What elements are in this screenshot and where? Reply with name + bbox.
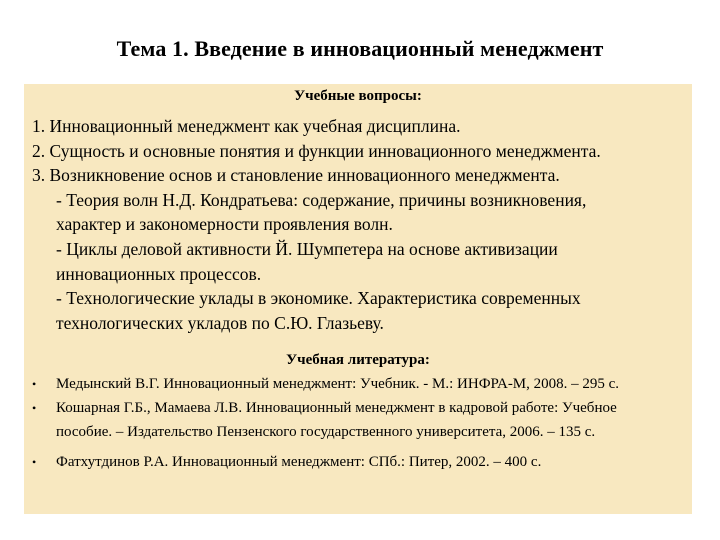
question-sub-item-continuation: характер и закономерности проявления волн.: [56, 214, 393, 235]
bullet-icon: •: [32, 401, 37, 415]
questions-list: [32, 114, 692, 335]
literature-heading: Учебная литература:: [286, 352, 430, 368]
literature-item: [32, 372, 682, 396]
bullet-icon: •: [32, 377, 37, 391]
questions-heading: Учебные вопросы:: [294, 88, 422, 104]
question-sub-item-continuation: инновационных процессов.: [56, 263, 262, 284]
question-item: 2. Сущность и основные понятия и функции инновационного менеджмента.: [32, 140, 601, 161]
question-item: 3. Возникновение основ и становление инновационного менеджмента.: [32, 165, 560, 186]
literature-item-text-continuation: пособие. – Издательство Пензенского государственного университета, 2006. – 135 с.: [56, 424, 596, 440]
question-sub-item: - Теория волн Н.Д. Кондратьева: содержание, причины возникновения,: [56, 189, 587, 210]
literature-item-text: Кошарная Г.Б., Мамаева Л.В. Инновационный менеджмент в кадровой работе: Учебное: [56, 400, 617, 416]
question-sub-item-continuation: технологических укладов по С.Ю. Глазьеву.: [56, 312, 384, 333]
question-sub-item: - Технологические уклады в экономике. Характеристика современных: [56, 288, 581, 309]
literature-item: [32, 450, 682, 474]
question-sub-item: - Циклы деловой активности Й. Шумпетера на основе активизации: [56, 238, 558, 259]
page-title: Тема 1. Введение в инновационный менеджмент: [116, 36, 604, 61]
literature-list: [32, 372, 682, 474]
question-item: 1. Инновационный менеджмент как учебная дисциплина.: [32, 116, 461, 136]
bullet-icon: •: [32, 455, 37, 469]
literature-item-text: Медынский В.Г. Инновационный менеджмент: Учебник. - М.: ИНФРА-М, 2008. – 295 с.: [56, 376, 620, 392]
content-panel: [24, 84, 692, 514]
literature-item-text: Фатхутдинов Р.А. Инновационный менеджмент: СПб.: Питер, 2002. – 400 с.: [56, 454, 542, 470]
literature-item: [32, 396, 682, 444]
